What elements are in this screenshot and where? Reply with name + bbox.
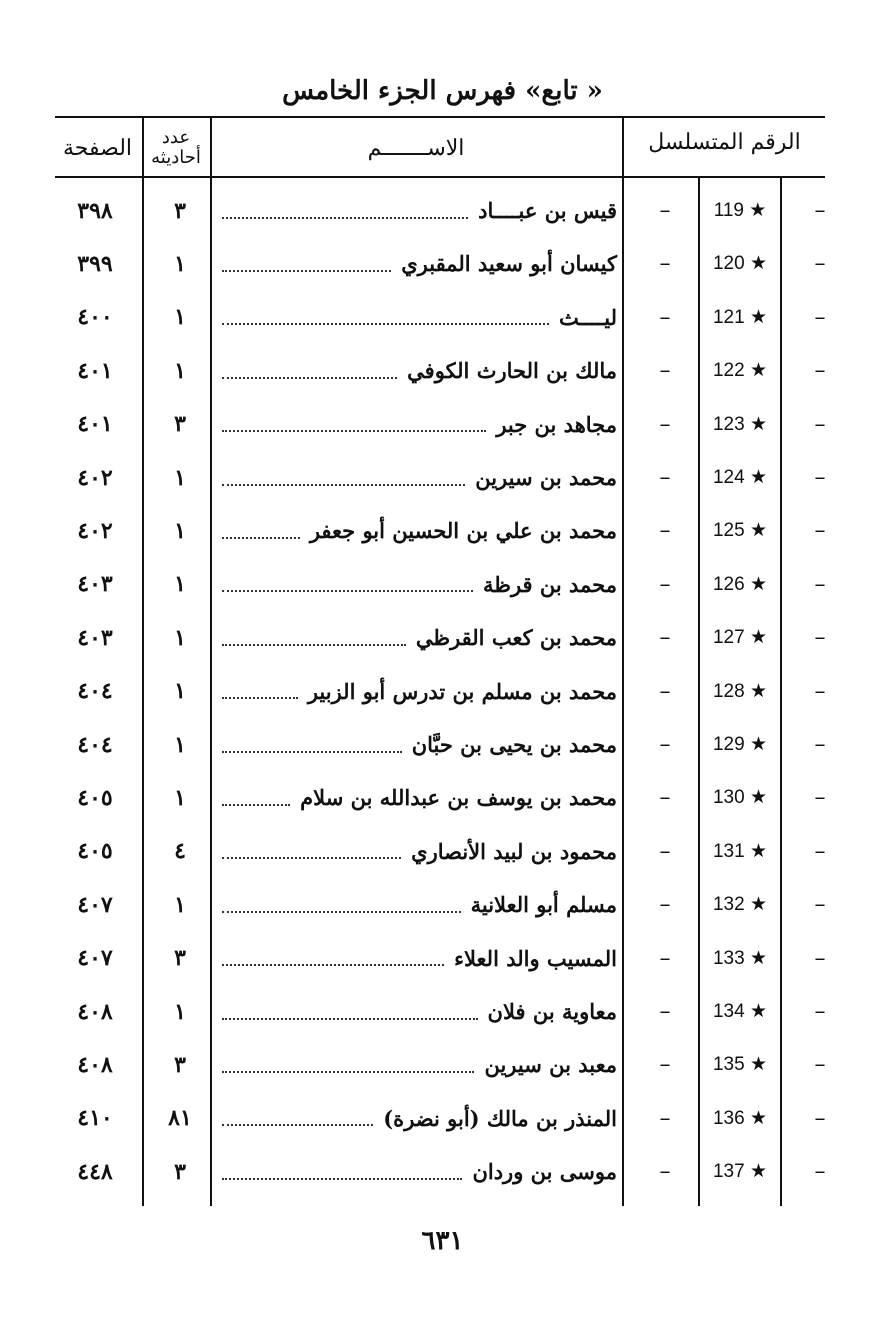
name-cell xyxy=(222,291,617,344)
serial-number-cell: 124 ★ xyxy=(712,467,767,488)
dash-cell: – xyxy=(659,304,671,330)
count-cell: ٣ xyxy=(174,411,186,438)
table-row xyxy=(0,504,885,557)
dot-leader xyxy=(222,430,486,432)
header-bottom-rule xyxy=(55,176,825,178)
header-serial: الرقم المتسلسل xyxy=(648,130,801,155)
narrator-name: معبد بن سيرين xyxy=(484,1052,617,1078)
dot-leader xyxy=(222,590,473,592)
name-cell xyxy=(222,1092,617,1145)
page-cell: ٣٩٩ xyxy=(77,250,113,277)
dash-cell: – xyxy=(814,892,826,918)
count-cell: ٨١ xyxy=(168,1105,192,1132)
header-count-line2: أحاديثه xyxy=(151,147,201,168)
narrator-name: محمد بن علي بن الحسين أبو جعفر xyxy=(309,518,617,544)
narrator-name: محمد بن مسلم بن تدرس أبو الزبير xyxy=(307,678,617,704)
dash-cell: – xyxy=(814,251,826,277)
count-cell: ١ xyxy=(174,250,186,277)
serial-number-cell: 132 ★ xyxy=(712,894,767,916)
table-row xyxy=(0,1092,885,1145)
dash-cell: – xyxy=(814,678,826,704)
narrator-name: مجاهد بن جبر xyxy=(496,411,617,437)
dash-cell: – xyxy=(814,358,826,384)
narrator-name: قيس بن عبــــاد xyxy=(478,198,617,223)
page-cell: ٤٠١ xyxy=(77,357,113,384)
dash-cell: – xyxy=(814,838,826,864)
name-cell xyxy=(222,771,617,824)
table-row xyxy=(0,771,885,824)
narrator-name: محمد بن كعب القرظي xyxy=(415,625,617,651)
page-cell: ٤٠٧ xyxy=(77,945,113,972)
dot-leader xyxy=(222,270,391,272)
serial-number-cell: 128 ★ xyxy=(712,680,767,702)
dash-cell: – xyxy=(659,785,671,811)
name-cell xyxy=(222,1038,617,1091)
dash-cell: – xyxy=(814,1052,826,1078)
dash-cell: – xyxy=(814,304,826,330)
count-cell: ٣ xyxy=(174,197,186,224)
name-cell xyxy=(222,665,617,718)
dot-leader xyxy=(222,217,468,219)
dash-cell: – xyxy=(814,198,826,223)
table-row xyxy=(0,1038,885,1091)
count-cell: ١ xyxy=(174,464,186,491)
name-cell xyxy=(222,878,617,931)
page-cell: ٤٠٢ xyxy=(77,517,113,544)
dash-cell: – xyxy=(814,571,826,597)
narrator-name: مسلم أبو العلانية xyxy=(470,892,617,918)
dot-leader xyxy=(222,1124,373,1126)
serial-number-cell: 137 ★ xyxy=(712,1161,767,1183)
table-row xyxy=(0,611,885,664)
page-cell: ٣٩٨ xyxy=(77,197,113,224)
page-cell: ٤٠١ xyxy=(77,411,113,438)
count-cell: ١ xyxy=(174,998,186,1025)
dash-cell: – xyxy=(659,838,671,864)
dash-cell: – xyxy=(659,518,671,544)
serial-number-cell: 119 ★ xyxy=(713,200,767,221)
dash-cell: – xyxy=(814,945,826,971)
dash-cell: – xyxy=(659,411,671,437)
count-cell: ١ xyxy=(174,731,186,758)
page-cell: ٤٠٤ xyxy=(77,678,113,705)
page-cell: ٤٠٣ xyxy=(77,624,113,651)
count-cell: ٣ xyxy=(174,1051,186,1078)
narrator-name: محمد بن سيرين xyxy=(475,465,617,490)
count-cell: ١ xyxy=(174,891,186,918)
dash-cell: – xyxy=(814,518,826,544)
table-row xyxy=(0,665,885,718)
count-cell: ٤ xyxy=(174,838,186,865)
name-cell xyxy=(222,825,617,878)
dash-cell: – xyxy=(814,625,826,651)
header-page: الصفحة xyxy=(62,136,133,161)
narrator-name: المسيب والد العلاء xyxy=(454,945,617,971)
count-cell: ١ xyxy=(174,784,186,811)
dot-leader xyxy=(222,751,402,753)
count-cell: ١ xyxy=(174,357,186,384)
count-cell: ٣ xyxy=(174,945,186,972)
dash-cell: – xyxy=(814,999,826,1024)
serial-number-cell: 130 ★ xyxy=(712,787,767,809)
table-row xyxy=(0,985,885,1038)
page-cell: ٤٠٣ xyxy=(77,571,113,598)
name-cell xyxy=(222,237,617,290)
dot-leader xyxy=(222,484,465,486)
serial-number-cell: 136 ★ xyxy=(712,1107,767,1129)
name-cell xyxy=(222,184,617,237)
serial-number-cell: 123 ★ xyxy=(712,413,767,435)
name-cell xyxy=(222,504,617,557)
name-cell xyxy=(222,558,617,611)
serial-number-cell: 129 ★ xyxy=(712,734,767,755)
serial-number-cell: 131 ★ xyxy=(712,840,767,862)
dot-leader xyxy=(222,964,444,966)
table-row xyxy=(0,558,885,611)
header-count-line1: عدد xyxy=(161,127,191,148)
dash-cell: – xyxy=(659,198,671,223)
table-row xyxy=(0,825,885,878)
dash-cell: – xyxy=(814,1105,826,1131)
narrator-name: ليــــث xyxy=(559,304,617,330)
dot-leader xyxy=(222,804,290,806)
count-cell: ١ xyxy=(174,571,186,598)
table-row xyxy=(0,184,885,237)
dot-leader xyxy=(222,1071,474,1073)
dot-leader xyxy=(222,377,397,379)
name-cell xyxy=(222,451,617,504)
name-cell xyxy=(222,718,617,771)
narrator-name: موسى بن وردان xyxy=(472,1159,617,1185)
dash-cell: – xyxy=(814,465,826,490)
dash-cell: – xyxy=(659,251,671,277)
serial-number-cell: 125 ★ xyxy=(712,520,767,542)
serial-number-cell: 134 ★ xyxy=(712,1001,767,1022)
count-cell: ١ xyxy=(174,517,186,544)
dash-cell: – xyxy=(659,945,671,971)
serial-number-cell: 127 ★ xyxy=(712,627,767,649)
page-cell: ٤٠٠ xyxy=(77,304,113,331)
narrator-name: محمد بن قرظة xyxy=(482,571,617,597)
page-number: ٦٣١ xyxy=(421,1226,464,1256)
narrator-name: مالك بن الحارث الكوفي xyxy=(407,358,617,384)
dash-cell: – xyxy=(814,732,826,757)
dash-cell: – xyxy=(659,678,671,704)
dash-cell: – xyxy=(659,732,671,757)
table-row xyxy=(0,1145,885,1198)
dash-cell: – xyxy=(659,358,671,384)
dash-cell: – xyxy=(659,625,671,651)
count-cell: ١ xyxy=(174,624,186,651)
serial-number-cell: 126 ★ xyxy=(712,573,767,595)
narrator-name: معاوية بن فلان xyxy=(487,999,617,1024)
table-row xyxy=(0,237,885,290)
page-cell: ٤٠٧ xyxy=(77,891,113,918)
dot-leader xyxy=(222,644,406,646)
serial-number-cell: 121 ★ xyxy=(712,306,767,328)
page-cell: ٤٤٨ xyxy=(77,1158,113,1185)
dash-cell: – xyxy=(659,1052,671,1078)
dot-leader xyxy=(222,1178,462,1180)
name-cell xyxy=(222,932,617,985)
count-cell: ١ xyxy=(174,678,186,705)
dot-leader xyxy=(222,697,298,699)
narrator-name: محمد بن يحيى بن حبَّان xyxy=(411,732,617,757)
dot-leader xyxy=(222,323,549,325)
dash-cell: – xyxy=(814,1159,826,1185)
table-row xyxy=(0,291,885,344)
header-name: الاســـــــم xyxy=(367,136,465,161)
name-cell xyxy=(222,1145,617,1198)
serial-number-cell: 135 ★ xyxy=(712,1054,767,1076)
table-row xyxy=(0,878,885,931)
dash-cell: – xyxy=(659,999,671,1024)
name-cell xyxy=(222,611,617,664)
page-cell: ٤٠٥ xyxy=(77,784,113,811)
page-cell: ٤٠٨ xyxy=(77,1051,113,1078)
narrator-name: المنذر بن مالك (أبو نضرة) xyxy=(383,1105,617,1131)
serial-number-cell: 133 ★ xyxy=(712,947,767,969)
page-cell: ٤٠٢ xyxy=(77,464,113,491)
table-row xyxy=(0,718,885,771)
table-row xyxy=(0,398,885,451)
dash-cell: – xyxy=(814,785,826,811)
page-cell: ٤١٠ xyxy=(77,1105,113,1132)
count-cell: ٣ xyxy=(174,1158,186,1185)
dash-cell: – xyxy=(659,571,671,597)
dot-leader xyxy=(222,537,300,539)
dash-cell: – xyxy=(659,1105,671,1131)
header-count xyxy=(144,128,208,168)
table-row xyxy=(0,932,885,985)
page-cell: ٤٠٤ xyxy=(77,731,113,758)
dot-leader xyxy=(222,911,461,913)
page-title: « تابع» فهرس الجزء الخامس xyxy=(282,76,603,106)
table-top-rule xyxy=(55,116,825,118)
page-cell: ٤٠٥ xyxy=(77,838,113,865)
serial-number-cell: 120 ★ xyxy=(712,253,767,275)
name-cell xyxy=(222,398,617,451)
narrator-name: محمود بن لبيد الأنصاري xyxy=(411,838,617,864)
table-row xyxy=(0,451,885,504)
dash-cell: – xyxy=(814,411,826,437)
dot-leader xyxy=(222,1018,478,1020)
count-cell: ١ xyxy=(174,304,186,331)
table-row xyxy=(0,344,885,397)
dash-cell: – xyxy=(659,465,671,490)
name-cell xyxy=(222,985,617,1038)
narrator-name: كيسان أبو سعيد المقبري xyxy=(401,251,617,277)
page-cell: ٤٠٨ xyxy=(77,998,113,1025)
narrator-name: محمد بن يوسف بن عبدالله بن سلام xyxy=(300,785,617,811)
dash-cell: – xyxy=(659,1159,671,1185)
dash-cell: – xyxy=(659,892,671,918)
serial-number-cell: 122 ★ xyxy=(712,360,767,382)
name-cell xyxy=(222,344,617,397)
dot-leader xyxy=(222,857,401,859)
